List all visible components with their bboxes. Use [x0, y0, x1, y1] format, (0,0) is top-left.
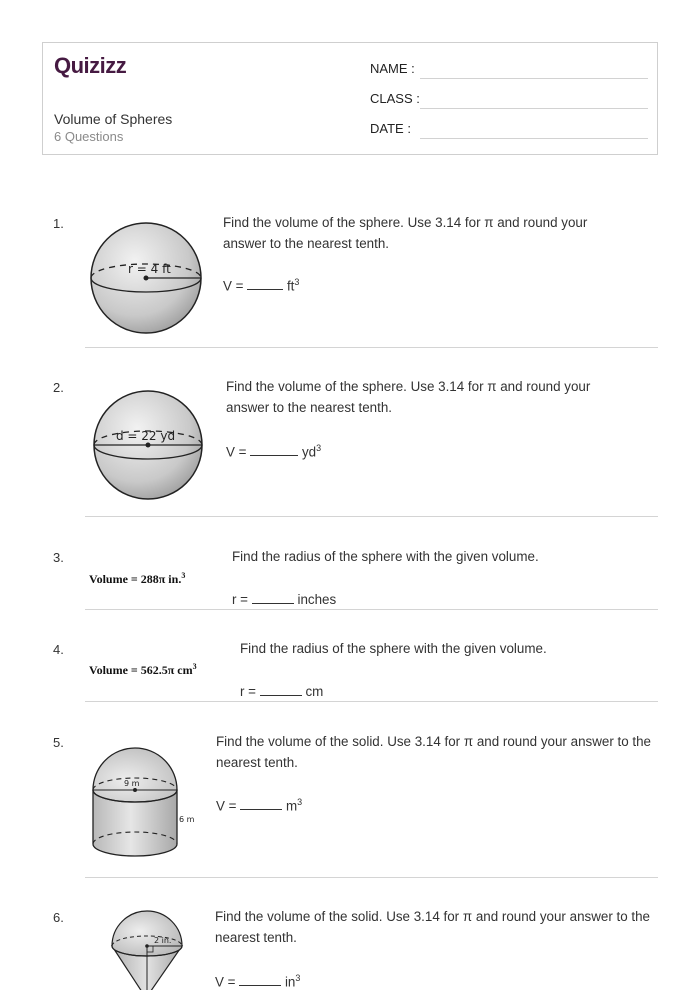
answer-unit: ft — [286, 278, 295, 294]
answer-prefix: V = — [216, 798, 237, 814]
given-volume: Volume = 288π in.$^3$ — [89, 571, 186, 586]
answer-unit: yd — [301, 444, 317, 460]
answer-blank[interactable] — [250, 444, 298, 456]
answer-line[interactable] — [232, 592, 336, 607]
answer-exponent: 3 — [297, 797, 303, 807]
answer-prefix: V = — [226, 444, 247, 460]
diameter-label: d = 22 yd — [116, 429, 176, 443]
worksheet-title: Volume of Spheres — [54, 111, 173, 127]
answer-blank[interactable] — [247, 278, 283, 290]
answer-blank[interactable] — [239, 974, 281, 986]
date-field[interactable] — [370, 121, 648, 139]
answer-blank[interactable] — [260, 684, 302, 696]
height-label: 6 m — [179, 815, 195, 824]
question-number: 3. — [53, 550, 64, 565]
divider — [85, 516, 658, 517]
answer-prefix: V = — [215, 974, 236, 990]
question-text: Find the radius of the sphere with the given volume. — [232, 549, 539, 564]
question-number: 5. — [53, 735, 64, 750]
question-text: Find the volume of the sphere. Use 3.14 for π and round your answer to the nearest tenth. — [226, 379, 591, 415]
name-field[interactable] — [370, 61, 648, 79]
diameter-label: 9 m — [124, 779, 140, 788]
divider — [85, 877, 658, 878]
answer-line[interactable] — [226, 443, 321, 459]
answer-prefix: r = — [232, 592, 248, 607]
question-number: 2. — [53, 380, 64, 395]
question-count: 6 Questions — [54, 129, 124, 144]
question-text: Find the volume of the sphere. Use 3.14 for π and round your answer to the nearest tenth. — [223, 215, 588, 251]
question-text: Find the volume of the solid. Use 3.14 for π and round your answer to the nearest tenth. — [216, 734, 652, 770]
answer-prefix: r = — [240, 684, 256, 699]
answer-prefix: V = — [223, 278, 244, 294]
answer-exponent: 3 — [295, 973, 301, 983]
answer-unit: in — [284, 974, 296, 990]
question-text: Find the volume of the solid. Use 3.14 for π and round your answer to the nearest tenth. — [215, 909, 651, 945]
answer-blank[interactable] — [252, 592, 294, 604]
answer-exponent: 3 — [294, 277, 300, 287]
question-text: Find the radius of the sphere with the given volume. — [240, 641, 547, 656]
name-line[interactable] — [420, 78, 648, 79]
answer-line[interactable] — [216, 797, 302, 813]
sphere-figure — [91, 390, 205, 502]
answer-line[interactable] — [240, 684, 323, 699]
answer-blank[interactable] — [240, 798, 282, 810]
answer-unit: m — [285, 798, 298, 814]
quizizz-logo: Quizizz — [54, 53, 127, 78]
class-line[interactable] — [420, 108, 648, 109]
date-label: DATE : — [370, 121, 411, 136]
class-field[interactable] — [370, 91, 648, 109]
radius-label: 2 in. — [154, 936, 172, 945]
sphere-figure — [88, 222, 204, 336]
answer-unit: cm — [305, 684, 324, 699]
date-line[interactable] — [420, 138, 648, 139]
hemisphere-cylinder-figure — [90, 746, 202, 866]
radius-label: r = 4 ft — [128, 262, 171, 276]
answer-line[interactable] — [215, 973, 300, 989]
answer-line[interactable] — [223, 277, 299, 293]
worksheet-header — [42, 42, 658, 155]
answer-exponent: 3 — [316, 443, 322, 453]
name-label: NAME : — [370, 61, 415, 76]
divider — [85, 609, 658, 610]
given-volume: Volume = 562.5π $cm^3$ — [89, 662, 197, 677]
divider — [85, 347, 658, 348]
divider — [85, 701, 658, 702]
class-label: CLASS : — [370, 91, 420, 106]
question-number: 6. — [53, 910, 64, 925]
question-number: 4. — [53, 642, 64, 657]
answer-unit: inches — [297, 592, 337, 607]
question-number: 1. — [53, 216, 64, 231]
hemisphere-cone-figure — [108, 910, 188, 990]
